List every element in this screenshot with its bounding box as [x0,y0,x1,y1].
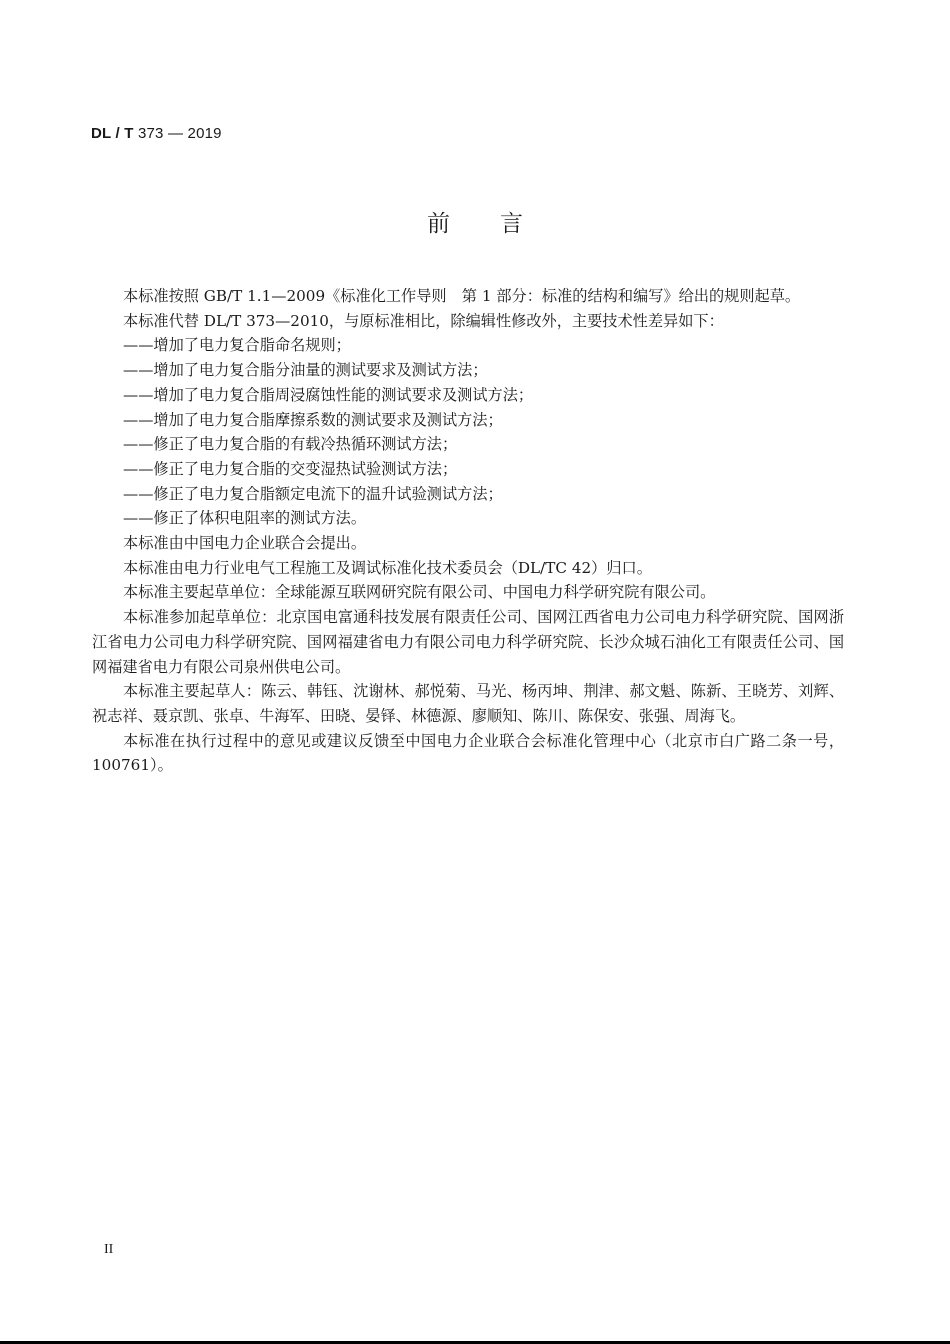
page-title: 前言 [427,211,573,237]
change-item: ——增加了电力复合脂分油量的测试要求及测试方法； [123,361,488,380]
paragraph-participating-units: 本标准参加起草单位：北京国电富通科技发展有限责任公司、国网江西省电力公司电力科学研究院、国网浙江省电力公司电力科学研究院、国网福建省电力有限公司电力科学研究院、长沙众城石油化工有限责任公司、国网福建省电力有限公司泉州供电公司。 [92,608,844,676]
change-item: ——修正了体积电阻率的测试方法。 [123,509,366,528]
change-item: ——修正了电力复合脂额定电流下的温升试验测试方法； [123,484,503,503]
paragraph-drafting-rules: 本标准按照 GB/T 1.1—2009《标准化工作导则 第 1 部分：标准的结构和编写》给出的规则起草。 [123,287,801,305]
paragraph-drafters: 本标准主要起草人：陈云、韩钰、沈谢林、郝悦菊、马光、杨丙坤、荆津、郝文魁、陈新、王晓芳、刘辉、祝志祥、聂京凯、张卓、牛海军、田晓、晏铎、林德源、廖顺知、陈川、陈保安、张强、周海飞。 [92,682,844,725]
code-slash: / [111,125,125,142]
paragraph-replacement: 本标准代替 DL/T 373—2010，与原标准相比，除编辑性修改外，主要技术性差异如下： [123,311,724,330]
code-prefix: DL [91,125,112,142]
foreword-body [92,284,844,778]
paragraph-proposer: 本标准由中国电力企业联合会提出。 [123,534,366,553]
change-item: ——增加了电力复合脂摩擦系数的测试要求及测试方法； [123,410,503,429]
page-number: II [104,1242,114,1257]
paragraph-feedback: 本标准在执行过程中的意见或建议反馈至中国电力企业联合会标准化管理中心（北京市白广路二条一号，100761）。 [92,731,844,775]
code-number: 373 — 2019 [133,125,222,142]
paragraph-committee: 本标准由电力行业电气工程施工及调试标准化技术委员会（DL/TC 42）归口。 [123,558,652,577]
paragraph-main-drafters: 本标准主要起草单位：全球能源互联网研究院有限公司、中国电力科学研究院有限公司。 [123,583,716,602]
change-item: ——修正了电力复合脂的交变湿热试验测试方法； [123,459,458,478]
change-item: ——修正了电力复合脂的有载冷热循环测试方法； [123,435,458,454]
code-letter: T [124,125,134,142]
change-item: ——增加了电力复合脂命名规则； [123,336,351,355]
change-item: ——增加了电力复合脂周浸腐蚀性能的测试要求及测试方法； [123,385,534,404]
standard-code-header [91,125,222,142]
